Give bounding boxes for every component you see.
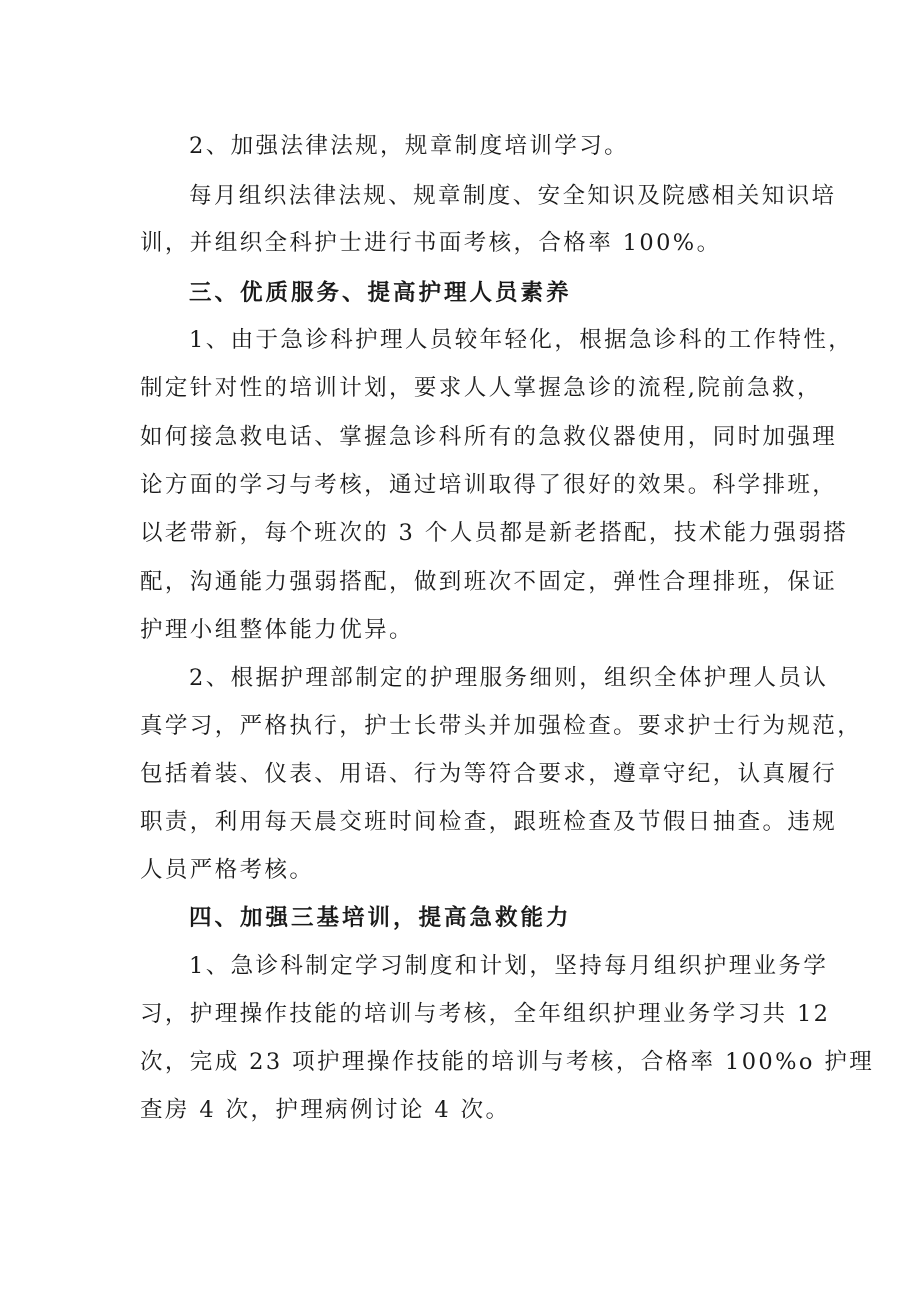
paragraph-line: 2、根据护理部制定的护理服务细则，组织全体护理人员认 bbox=[189, 665, 829, 691]
subsection-heading: 2、加强法律法规，规章制度培训学习。 bbox=[189, 133, 630, 159]
paragraph-line: 如何接急救电话、掌握急诊科所有的急救仪器使用，同时加强理 bbox=[140, 424, 838, 450]
paragraph-line: 以老带新，每个班次的 3 个人员都是新老搭配，技术能力强弱搭 bbox=[140, 520, 849, 546]
paragraph-line: 论方面的学习与考核，通过培训取得了很好的效果。科学排班， bbox=[140, 472, 838, 498]
paragraph-line: 制定针对性的培训计划，要求人人掌握急诊的流程,院前急救， bbox=[140, 375, 822, 401]
paragraph-line: 每月组织法律法规、规章制度、安全知识及院感相关知识培 bbox=[189, 183, 837, 209]
paragraph-line: 1、急诊科制定学习制度和计划，坚持每月组织护理业务学 bbox=[189, 953, 829, 979]
paragraph-line: 配，沟通能力强弱搭配，做到班次不固定，弹性合理排班，保证 bbox=[140, 569, 838, 595]
paragraph-line: 真学习，严格执行，护士长带头并加强检查。要求护士行为规范， bbox=[140, 713, 863, 739]
paragraph-line: 包括着装、仪表、用语、行为等符合要求，遵章守纪，认真履行 bbox=[140, 761, 838, 787]
section-heading: 四、加强三基培训，提高急救能力 bbox=[189, 905, 572, 931]
paragraph-line: 查房 4 次，护理病例讨论 4 次。 bbox=[140, 1097, 511, 1123]
paragraph-line: 职责，利用每天晨交班时间检查，跟班检查及节假日抽查。违规 bbox=[140, 809, 838, 835]
section-heading: 三、优质服务、提高护理人员素养 bbox=[189, 280, 572, 306]
paragraph-line: 次，完成 23 项护理操作技能的培训与考核，合格率 100%o 护理 bbox=[140, 1049, 875, 1075]
paragraph-line: 人员严格考核。 bbox=[140, 857, 315, 883]
paragraph-line: 习，护理操作技能的培训与考核，全年组织护理业务学习共 12 bbox=[140, 1001, 831, 1027]
paragraph-line: 护理小组整体能力优异。 bbox=[140, 617, 414, 643]
paragraph-line: 训，并组织全科护士进行书面考核，合格率 100%。 bbox=[140, 230, 722, 256]
paragraph-line: 1、由于急诊科护理人员较年轻化，根据急诊科的工作特性， bbox=[189, 327, 854, 353]
